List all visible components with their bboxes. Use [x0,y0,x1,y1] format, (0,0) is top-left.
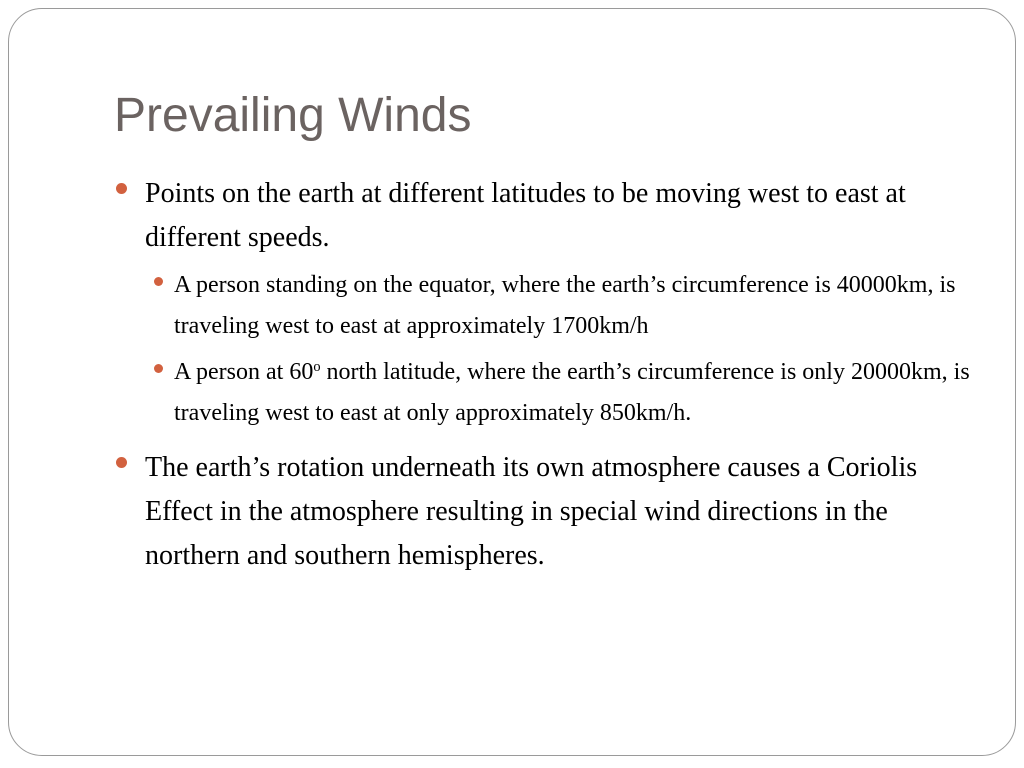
bullet-dot-icon [116,457,127,468]
slide-title: Prevailing Winds [114,89,472,142]
sub-bullet-item [143,352,974,434]
bullet-dot-icon [116,183,127,194]
sub-bullet-text: A person standing on the equator, where the earth’s circumference is 40000km, is traveling west to east at approximately 1700km/h [174,272,956,339]
bullet-dot-icon [154,277,163,286]
slide-content [114,172,974,578]
bullet-text: The earth’s rotation underneath its own atmosphere causes a Coriolis Effect in the atmosphere resulting in special wind directions in the northern and southern hemispheres. [145,452,918,571]
sub-bullet-text-end: north latitude, where the earth’s circumference is only 20000km, is traveling west to east at only approximately 850km/h. [174,359,970,426]
degree-superscript: o [313,359,321,376]
bullet-dot-icon [154,364,163,373]
bullet-item [114,446,974,578]
bullet-item [114,172,974,260]
sub-bullet-item [143,265,974,347]
bullet-text: Points on the earth at different latitudes to be moving west to east at different speeds. [145,178,906,253]
sub-bullet-text-start: A person at 60 [174,359,314,385]
